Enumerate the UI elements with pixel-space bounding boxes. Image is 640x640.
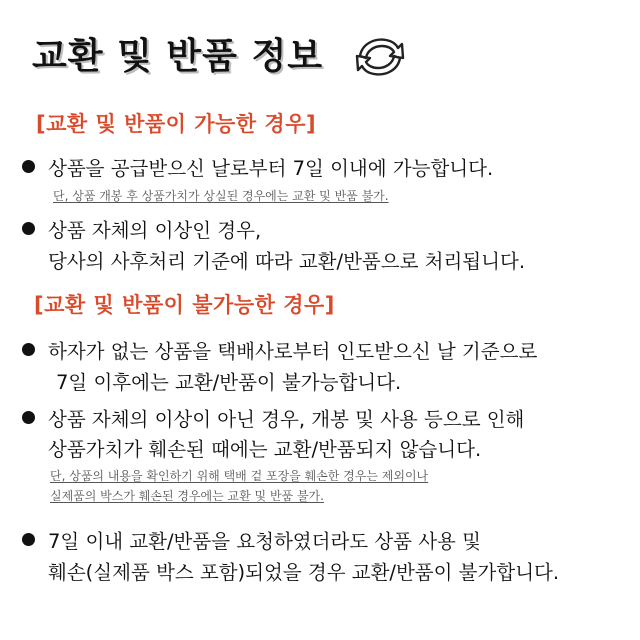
bullet-icon — [22, 343, 35, 356]
refresh-icon — [352, 30, 408, 84]
list-item-line: 7일 이내 교환/반품을 요청하였더라도 상품 사용 및 — [48, 530, 481, 553]
bullet-icon — [22, 160, 35, 173]
list-item-line: 당사의 사후처리 기준에 따라 교환/반품으로 처리됩니다. — [48, 250, 526, 273]
list-item-line: 7일 이후에는 교환/반품이 불가능합니다. — [56, 371, 402, 394]
list-item-line: 상품가치가 훼손된 때에는 교환/반품되지 않습니다. — [48, 438, 482, 461]
section-title-non-returnable: [교환 및 반품이 불가능한 경우] — [34, 293, 335, 317]
list-item-note: 실제품의 박스가 훼손된 경우에는 교환 및 반품 불가. — [50, 489, 324, 503]
bullet-icon — [22, 222, 35, 235]
list-item-line: 상품 자체의 이상이 아닌 경우, 개봉 및 사용 등으로 인해 — [48, 408, 525, 431]
section-title-returnable: [교환 및 반품이 가능한 경우] — [36, 112, 317, 136]
list-item-note: 단, 상품 개봉 후 상품가치가 상실된 경우에는 교환 및 반품 불가. — [53, 189, 389, 203]
list-item-line: 상품 자체의 이상인 경우, — [48, 219, 262, 242]
bullet-icon — [22, 533, 35, 546]
list-item-line: 하자가 없는 상품을 택배사로부터 인도받으신 날 기준으로 — [48, 340, 538, 363]
list-item-note: 단, 상품의 내용을 확인하기 위해 택배 겉 포장을 훼손한 경우는 제외이나 — [50, 469, 429, 483]
list-item-line: 상품을 공급받으신 날로부터 7일 이내에 가능합니다. — [48, 157, 494, 180]
bullet-icon — [22, 411, 35, 424]
page-title: 교환 및 반품 정보 — [32, 36, 324, 77]
list-item-line: 훼손(실제품 박스 포함)되었을 경우 교환/반품이 불가합니다. — [48, 561, 560, 584]
